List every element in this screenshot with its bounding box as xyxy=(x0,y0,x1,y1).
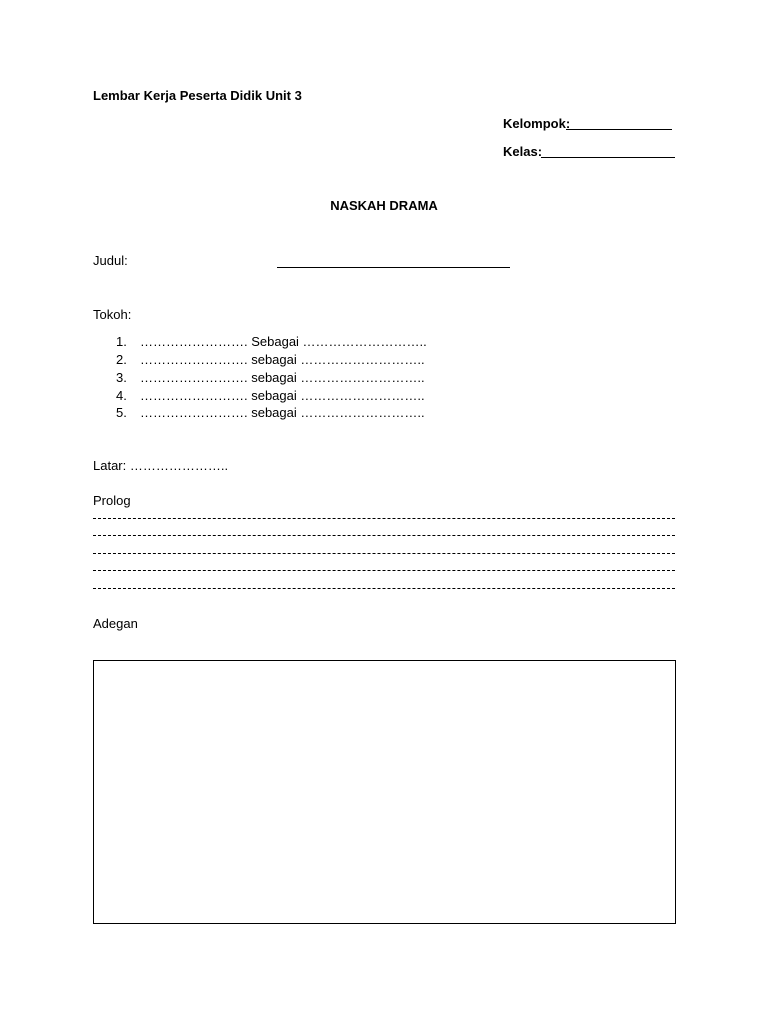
tokoh-entry[interactable]: ……………………. sebagai ……………………….. xyxy=(140,388,425,403)
prolog-label: Prolog xyxy=(93,493,131,508)
list-number: 1. xyxy=(116,334,127,349)
list-number: 5. xyxy=(116,405,127,420)
list-number: 3. xyxy=(116,370,127,385)
kelas-field[interactable] xyxy=(541,157,675,158)
prolog-line[interactable] xyxy=(93,553,675,554)
kelas-label: Kelas: xyxy=(503,144,543,159)
tokoh-entry[interactable]: ……………………. Sebagai ……………………….. xyxy=(140,334,427,349)
latar-label: Latar: ………………….. xyxy=(93,458,229,473)
adegan-label: Adegan xyxy=(93,616,138,631)
tokoh-label: Tokoh: xyxy=(93,307,132,322)
kelompok-field[interactable] xyxy=(566,129,672,130)
worksheet-title: Lembar Kerja Peserta Didik Unit 3 xyxy=(93,88,302,103)
tokoh-entry[interactable]: ……………………. sebagai ……………………….. xyxy=(140,370,425,385)
judul-label: Judul: xyxy=(93,253,128,268)
prolog-line[interactable] xyxy=(93,518,675,519)
document-title: NASKAH DRAMA xyxy=(330,198,438,213)
prolog-line[interactable] xyxy=(93,535,675,536)
prolog-line[interactable] xyxy=(93,570,675,571)
judul-field[interactable] xyxy=(277,267,510,268)
prolog-line[interactable] xyxy=(93,588,675,589)
kelompok-label: Kelompok: xyxy=(503,116,571,131)
list-number: 4. xyxy=(116,388,127,403)
tokoh-entry[interactable]: ……………………. sebagai ……………………….. xyxy=(140,352,425,367)
list-number: 2. xyxy=(116,352,127,367)
adegan-box[interactable] xyxy=(93,660,676,924)
tokoh-entry[interactable]: ……………………. sebagai ……………………….. xyxy=(140,405,425,420)
